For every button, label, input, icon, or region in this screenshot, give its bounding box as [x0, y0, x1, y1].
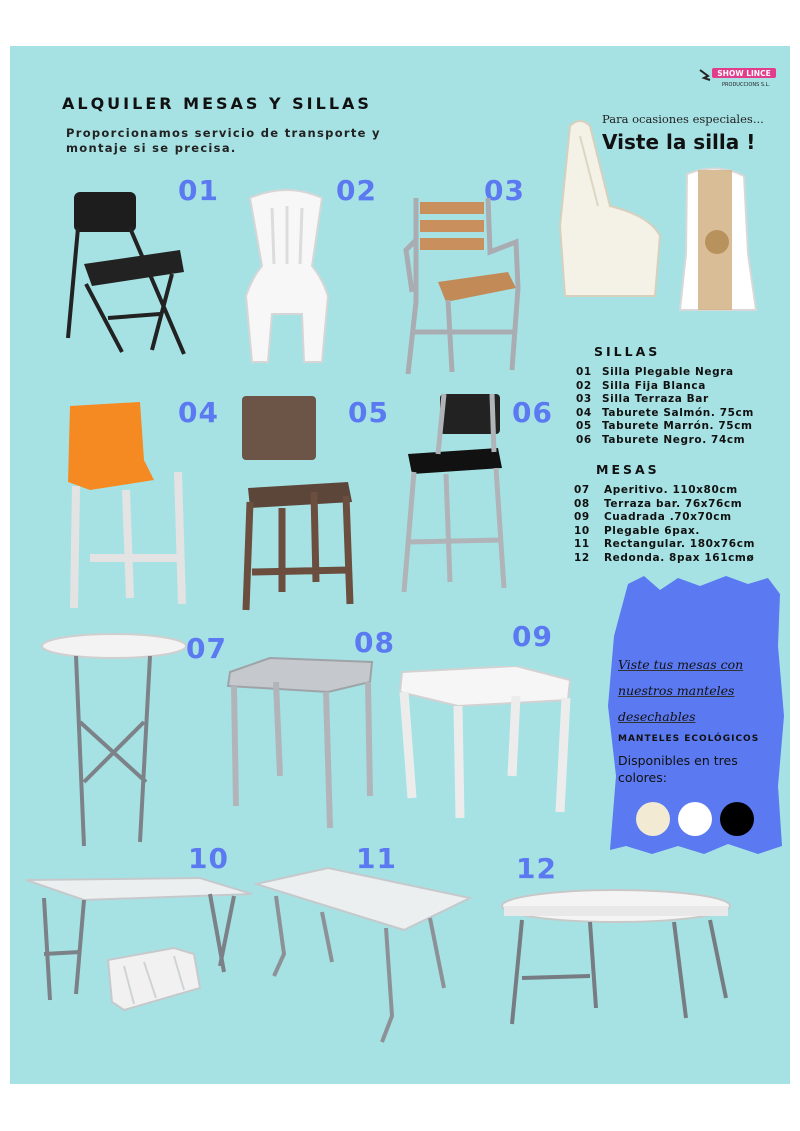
brown-bar-stool-image — [238, 392, 362, 616]
high-round-table-image — [40, 632, 190, 852]
list-item: 04 Taburete Salmón. 75cm — [576, 406, 754, 419]
mesas-list — [574, 484, 755, 566]
folding-table-6pax-image — [24, 876, 256, 1052]
list-item: 10 Plegable 6pax. — [574, 524, 700, 537]
white-plastic-chair-image — [232, 186, 342, 366]
item-number-11: 11 — [356, 842, 397, 875]
black-bar-stool-image — [388, 392, 518, 598]
banner-line-1: Viste tus mesas con — [618, 657, 744, 672]
item-number-10: 10 — [188, 842, 229, 875]
sillas-heading: SILLAS — [594, 344, 661, 359]
banner-line-3: desechables — [618, 709, 696, 724]
list-item: 09 Cuadrada .70x70cm — [574, 511, 732, 524]
banner-content — [618, 652, 786, 786]
eco-tablecloth-label: MANTELES ECOLÓGICOS — [618, 734, 760, 744]
list-item: 07 Aperitivo. 110x80cm — [574, 484, 738, 496]
page-title: ALQUILER MESAS Y SILLAS — [62, 94, 372, 113]
item-number-09: 09 — [512, 620, 553, 653]
item-number-01: 01 — [178, 174, 219, 207]
item-number-06: 06 — [512, 396, 553, 429]
promo-tagline: Para ocasiones especiales... — [602, 112, 764, 126]
promo-headline: Viste la silla ! — [602, 130, 756, 154]
color-swatch-cream — [636, 802, 670, 836]
salmon-bar-stool-image — [60, 398, 200, 612]
item-number-04: 04 — [178, 396, 219, 429]
brand-logo — [698, 64, 778, 90]
square-aluminium-table-image — [220, 656, 380, 832]
covered-chair-gold-sash-image — [672, 164, 762, 312]
banner-line-2: nuestros manteles — [618, 683, 735, 698]
page-subtitle: Proporcionamos servicio de transporte y montaje si se precisa. — [66, 126, 381, 155]
mesas-heading: MESAS — [596, 462, 660, 477]
item-number-07: 07 — [186, 632, 227, 665]
large-round-table-image — [498, 888, 738, 1032]
catalog-page — [10, 46, 790, 1084]
item-number-05: 05 — [348, 396, 389, 429]
covered-chair-image — [540, 116, 670, 306]
available-colors-text: Disponibles en tres colores: — [618, 753, 738, 785]
item-number-08: 08 — [354, 626, 395, 659]
rectangular-table-image — [254, 866, 476, 1046]
logo-subtext: PRODUCCIONS S.L. — [722, 82, 770, 88]
color-swatch-white — [678, 802, 712, 836]
item-number-12: 12 — [516, 852, 557, 885]
terrace-armchair-image — [398, 192, 530, 378]
list-item: 11 Rectangular. 180x76cm — [574, 538, 756, 551]
item-number-02: 02 — [336, 174, 377, 207]
list-item: 08 Terraza bar. 76x76cm — [574, 497, 743, 510]
list-item: 03 Silla Terraza Bar — [576, 393, 709, 406]
item-number-03: 03 — [484, 174, 525, 207]
sillas-list — [576, 366, 754, 448]
white-square-table-image — [398, 666, 574, 820]
black-folding-chair-image — [62, 188, 192, 358]
list-item: 12 Redonda. 8pax 161cmø — [574, 551, 755, 564]
list-item: 05 Taburete Marrón. 75cm — [576, 420, 753, 433]
logo-text: SHOW LINCE — [717, 69, 771, 78]
list-item: 06 Taburete Negro. 74cm — [576, 433, 746, 446]
list-item: 01 Silla Plegable Negra — [576, 366, 734, 378]
list-item: 02 Silla Fija Blanca — [576, 379, 706, 392]
color-swatch-black — [720, 802, 754, 836]
